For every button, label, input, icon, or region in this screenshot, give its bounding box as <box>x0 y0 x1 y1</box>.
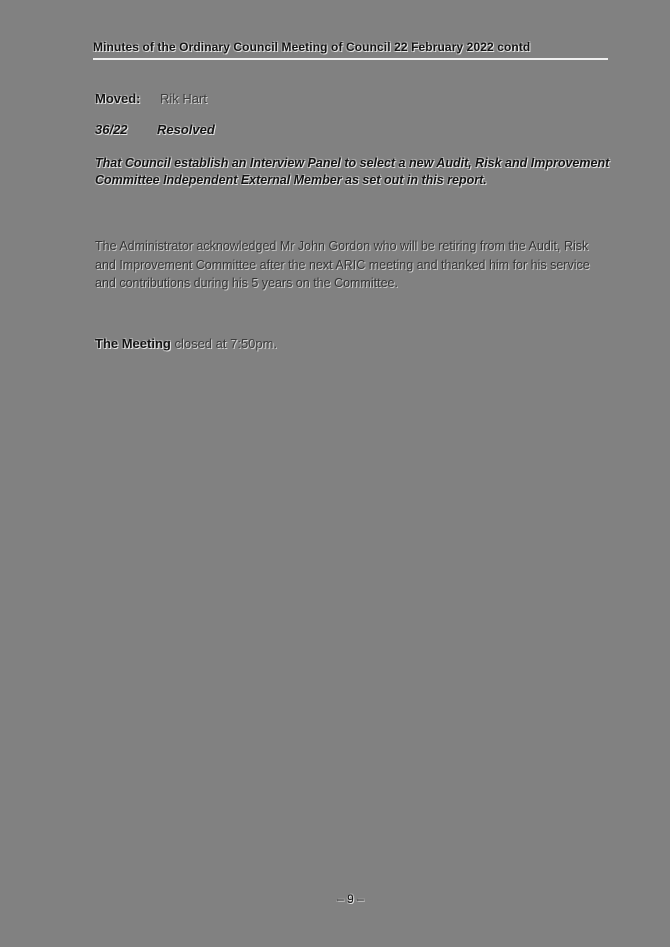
moved-row <box>95 91 207 106</box>
resolution-row <box>95 122 215 137</box>
moved-label: Moved: <box>95 91 141 106</box>
page-header-title: Minutes of the Ordinary Council Meeting of Council 22 February 2022 contd <box>93 40 608 60</box>
resolution-number: 36/22 <box>95 122 128 137</box>
moved-value: Rik Hart <box>160 91 207 106</box>
motion-paragraph: That Council establish an Interview Panel to select a new Audit, Risk and Improvement Committee Independent External Member as set out in this report. <box>95 156 610 187</box>
closing-bold-text: The Meeting <box>95 336 171 351</box>
closing-line <box>95 336 277 351</box>
acknowledgement-paragraph: The Administrator acknowledged Mr John Gordon who will be retiring from the Audit, Risk and Improvement Committee after the next ARIC meeting and thanked him for his service and contributions during his 5 years on the Committee. <box>95 239 590 290</box>
page-number: – 9 – <box>337 892 364 906</box>
resolution-status: Resolved <box>157 122 215 137</box>
closing-rest-text: closed at 7:50pm. <box>170 336 278 351</box>
